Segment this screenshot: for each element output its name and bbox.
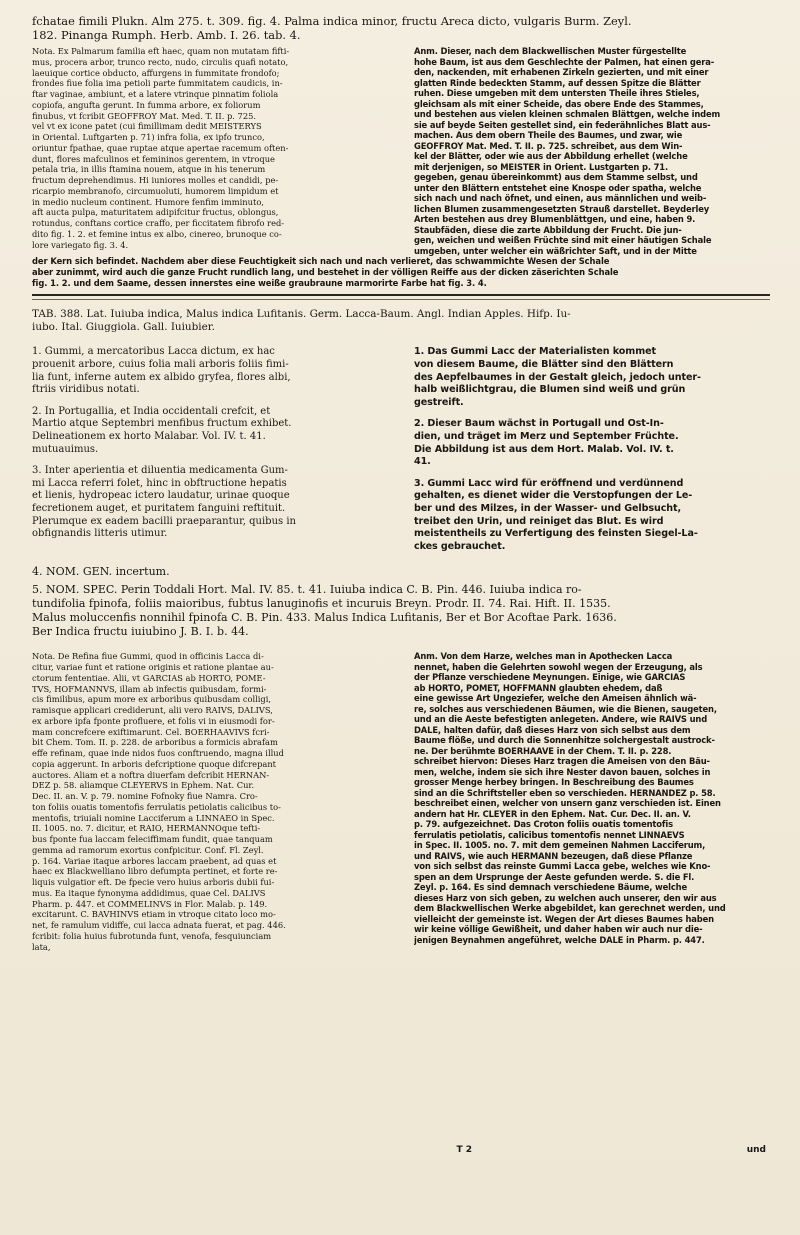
nota-latin-line: laeuique cortice obducto, affurgens in fummitate frondofo; xyxy=(32,67,280,78)
nota2-german-line: sind an die Schriftsteller eben so verschieden. HERNANDEZ p. 58. xyxy=(414,787,716,798)
nota2-german-line: ferrulatis petiolatis, calicibus tomentofis nennet LINNAEVS xyxy=(414,829,685,840)
nota2-german-line: jenigen Beynahmen angeführet, welche DALE in Pharm. p. 447. xyxy=(414,934,705,945)
nota2-latin-line: cis fimilibus, apum more ex arboribus quibusdam colligi, xyxy=(32,694,272,705)
nota-latin-line: frondes fiue folia ima petioli parte fummitatem caudicis, in- xyxy=(32,78,283,89)
nota2-german-line: eine gewisse Art Ungeziefer, welche den Ameisen ähnlich wä- xyxy=(414,693,697,704)
nota2-latin-line: Pharm. p. 447. et COMMELINVS in Flor. Malab. p. 149. xyxy=(32,898,268,909)
nota-latin-line: Nota. Ex Palmarum familia eft haec, quam non mutatam fifti- xyxy=(32,46,290,56)
species-line: Ber Indica fructu iuiubino J. B. I. b. 44. xyxy=(32,625,249,639)
nota-german-line: unter den Blättern entstehet eine Knospe oder spatha, welche xyxy=(414,182,702,193)
item-german-line: von diesem Baume, die Blätter sind den Blättern xyxy=(414,358,674,370)
nota2-latin-line: fcribit: folia huius fubrotunda funt, venofa, fesquiunciam xyxy=(32,930,272,941)
nota2-german-line: DALE, halten dafür, daß dieses Harz von sich selbst aus dem xyxy=(414,724,691,735)
item-german xyxy=(414,418,770,468)
item-german xyxy=(414,478,770,554)
items-block xyxy=(32,346,770,553)
nota-german-line: lichen Blumen zusammengesetzten Strauß darstellet. Beyderley xyxy=(414,203,710,214)
nota2-german-line: ne. Der berühmte BOERHAAVE in der Chem. T. II. p. 228. xyxy=(414,745,672,756)
item-german-line: des Aepfelbaumes in der Gestalt gleich, jedoch unter- xyxy=(414,371,701,383)
top-line: 182. Pinanga Rumph. Herb. Amb. I. 26. tab. 4. xyxy=(32,28,301,42)
nota2-latin-line: ton foliis ouatis tomentofis ferrulatis petiolatis calicibus to- xyxy=(32,801,281,812)
nota-latin-line: dunt, flores mafculinos et femininos gerentem, in vtroque xyxy=(32,153,275,164)
nota2-latin-line: p. 164. Variae itaque arbores laccam praebent, ad quas et xyxy=(32,855,277,866)
nota-latin xyxy=(32,46,390,256)
nota2-latin-line: mam concrefcere exiftimarunt. Cel. BOERHAAVIVS fcri- xyxy=(32,726,270,737)
nota2-german-line: ab HORTO, POMET, HOFFMANN glaubten ehedem, daß xyxy=(414,682,663,693)
nota2-block xyxy=(32,651,770,952)
nota2-latin-line: DEZ p. 58. aliamque CLEYERVS in Ephem. Nat. Cur. xyxy=(32,780,255,791)
item-latin-line: 2. In Portugallia, et India occidentali crefcit, et xyxy=(32,405,271,417)
nota-german-line: sich nach und nach öfnet, und einen, aus männlichen und weib- xyxy=(414,193,707,203)
section-species xyxy=(32,583,770,639)
nota2-latin-line: gemma ad ramorum exortus confpicitur. Conf. Fl. Zeyl. xyxy=(32,844,264,855)
species-line: 5. NOM. SPEC. Perin Toddali Hort. Mal. IV. 85. t. 41. Iuiuba indica C. B. Pin. 446. Iuiuba indica ro- xyxy=(32,583,582,597)
item-german-line: halb weißlichtgrau, die Blumen sind weiß und grün xyxy=(414,384,686,396)
item-german-line: 1. Das Gummi Lacc der Materialisten kommet xyxy=(414,346,656,358)
species-line: tundifolia fpinofa, foliis maioribus, fubtus lanuginofis et incuruis Breyn. Prodr. II. 74. Rai. Hift. II. 1535. xyxy=(32,597,611,611)
nota2-german-line: schreibet hiervon: Dieses Harz tragen die Ameisen von den Bäu- xyxy=(414,756,710,767)
nota2-german-line: dem Blackwellischen Werke abgebildet, kan gerechnet werden, und xyxy=(414,903,726,914)
nota2-latin-line: haec ex Blackwelliano libro defumpta pertinet, et forte re- xyxy=(32,866,278,877)
nota-latin-line: in medio nucleum continent. Humore fenfim imminuto, xyxy=(32,196,264,207)
item-german-line: 41. xyxy=(414,456,431,468)
nota2-latin-line: Dec. II. an. V. p. 79. nomine Fofnoky fiue Namra. Cro- xyxy=(32,791,258,802)
nota2-german-line: spen an dem Ursprunge der Aeste gefunden werde. S. die Fl. xyxy=(414,871,695,882)
nota-german-line: Staubfäden, diese die zarte Abbildung der Frucht. Die jun- xyxy=(414,224,682,235)
items-latin xyxy=(32,346,390,553)
item-german-line: Die Abbildung ist aus dem Hort. Malab. Vol. IV. t. xyxy=(414,443,674,455)
item-german-line: gehalten, es dienet wider die Verstopfungen der Le- xyxy=(414,490,693,502)
nota2-german-line: grosser Menge herbey bringen. In Beschreibung des Baumes xyxy=(414,777,694,788)
nota2-german-line: Zeyl. p. 164. Es sind demnach verschiedene Bäume, welche xyxy=(414,882,688,893)
item-latin-line: 3. Inter aperientia et diluentia medicamenta Gum- xyxy=(32,465,288,477)
nota2-german-line: dieses Harz von sich geben, zu welchen auch unserer, den wir aus xyxy=(414,892,717,903)
nota2-latin-line: ctorum fententiae. Alii, vt GARCIAS ab HORTO, POME- xyxy=(32,672,266,683)
nota2-german-line: vielleicht der gemeinste ist. Wegen der Art dieses Baumes haben xyxy=(414,913,714,924)
nota2-german-line: men, welche, indem sie sich ihre Nester davon bauen, solches in xyxy=(414,766,711,777)
species-line: Malus moluccenfis nonnihil fpinofa C. B. Pin. 433. Malus Indica Lufitanis, Ber et Bor Acoftae Park. 1636. xyxy=(32,611,617,625)
nota2-latin-line: bus fponte fua laccam feleciffimam fundit, quae tanquam xyxy=(32,834,273,845)
nota2-latin-line: ex arbore ipfa fponte profluere, et folis vi in eiusmodi for- xyxy=(32,715,275,726)
item-german-line: 2. Dieser Baum wächst in Portugall und Ost-In- xyxy=(414,418,664,430)
nota-german-line: glatten Rinde bedeckten Stamm, auf dessen Spitze die Blätter xyxy=(414,77,701,88)
nota-german xyxy=(414,46,770,256)
nota2-german-line: und an die Aeste befestigten anlegeten. Andere, wie RAIVS und xyxy=(414,714,708,725)
nota-german-line: Anm. Dieser, nach dem Blackwellischen Muster fürgestellte xyxy=(414,46,687,56)
nota-german-line: den, nackenden, mit erhabenen Zirkeln gezierten, und mit einer xyxy=(414,67,709,77)
item-latin-line: Martio atque Septembri menfibus fructum exhibet. xyxy=(32,418,292,430)
item-latin-line: fecretionem auget, et puritatem fanguini reftituit. xyxy=(32,502,286,514)
nota-german-line: mit derjenigen, so MEISTER in Orient. Lustgarten p. 71. xyxy=(414,161,669,172)
items-german xyxy=(414,346,770,553)
nota-german-full-line: der Kern sich befindet. Nachdem aber diese Feuchtigkeit sich nach und nach verlieret, das schwammichte Wesen der Schale xyxy=(32,256,610,266)
item-german-line: meistentheils zu Verfertigung des feinsten Siegel-La- xyxy=(414,528,698,540)
nota2-german-line: der Pflanze verschiedene Meynungen. Einige, wie GARCIAS xyxy=(414,672,686,683)
nota-german-line: hohe Baum, ist aus dem Geschlechte der Palmen, hat einen gera- xyxy=(414,56,715,67)
item-german-line: gestreift. xyxy=(414,396,464,408)
tab-heading-line: TAB. 388. Lat. Iuiuba indica, Malus indica Lufitanis. Germ. Lacca-Baum. Angl. Indian Apples. Hifp. Iu- xyxy=(32,308,571,321)
nota2-german-line: von sich selbst das reinste Gummi Lacca gebe, welches wie Kno- xyxy=(414,861,711,872)
nota2-latin-line: liquis vulgatior eft. De fpecie vero huius arboris dubii fui- xyxy=(32,877,275,888)
nota-german-line: sie auf beyde Seiten gestellet sind, ein federähnliches Blatt aus- xyxy=(414,119,711,130)
item-latin-line: Delineationem ex horto Malabar. Vol. IV. t. 41. xyxy=(32,430,266,442)
nota2-german-line: wir keine völlige Gewißheit, und daher haben wir auch nur die- xyxy=(414,924,703,935)
item-latin xyxy=(32,465,390,541)
nota2-latin-line: Nota. De Refina fiue Gummi, quod in officinis Lacca di- xyxy=(32,651,264,662)
item-latin-line: et lienis, hydropeac ictero laudatur, urinae quoque xyxy=(32,490,290,502)
nota-block xyxy=(32,46,770,256)
nota2-german-line: in Spec. II. 1005. no. 7. mit dem gemeinen Nahmen Lacciferum, xyxy=(414,840,706,851)
nota-german-line: Arten bestehen aus drey Blumenblättgen, und eine, haben 9. xyxy=(414,214,696,224)
nota-latin-line: in Oriental. Luftgarten p. 71) infra folia, ex ipfo trunco, xyxy=(32,132,265,142)
nota2-latin-line: effe refinam, quae inde nidos fuos conftruendo, magna illud xyxy=(32,748,284,759)
nota2-german-line: re, solches aus verschiedenen Bäumen, wie die Bienen, saugeten, xyxy=(414,703,717,714)
section-divider-thin xyxy=(32,299,770,300)
nota-german-line: gleichsam als mit einer Scheide, das obere Ende des Stammes, xyxy=(414,98,704,109)
nota-latin-line: dito fig. 1. 2. et femine intus ex albo, cinereo, brunoque co- xyxy=(32,228,282,239)
item-latin xyxy=(32,346,390,396)
item-latin-line: mi Lacca referri folet, hinc in obftructione hepatis xyxy=(32,477,287,489)
nota2-latin-line: lata, xyxy=(32,941,51,952)
nota-german-line: umgeben, unter welcher ein wäßrichter Saft, und in der Mitte xyxy=(414,245,697,256)
tab-heading xyxy=(32,308,770,334)
nota-latin-line: petala tria, in illis ftamina nouem, atque in his tenerum xyxy=(32,164,266,175)
nota2-german-line: nennet, haben die Gelehrten sowohl wegen der Erzeugung, als xyxy=(414,661,703,672)
nota2-latin-line: copia aggerunt. In arboris defcriptione quoque difcrepant xyxy=(32,758,277,769)
nota-latin-line: lore variegato fig. 3. 4. xyxy=(32,239,129,250)
nota-german-line: machen. Aus dem obern Theile des Baumes, und zwar, wie xyxy=(414,130,683,140)
nota2-german xyxy=(414,651,770,952)
item-german xyxy=(414,346,770,409)
nota-latin-line: ftar vaginae, ambiunt, et a latere vtrinque pinnatim foliola xyxy=(32,89,279,99)
nota-latin-line: aft aucta pulpa, maturitatem adipifcitur fructus, oblongus, xyxy=(32,207,279,218)
catchword: und xyxy=(746,1145,766,1155)
nota-german-line: gegeben, genau übereinkommt) aus dem Stamme selbst, und xyxy=(414,172,698,182)
tab-heading-line: iubo. Ital. Giuggiola. Gall. Iuiubier. xyxy=(32,321,215,334)
nota-latin-line: mus, procera arbor, trunco recto, nudo, circulis quafi notato, xyxy=(32,56,289,67)
item-latin-line: prouenit arbore, cuius folia mali arboris foliis fimi- xyxy=(32,358,289,370)
nota-latin-line: fructum deprehendimus. Hi iuniores molles et candidi, pe- xyxy=(32,175,279,185)
top-line: fchatae fimili Plukn. Alm 275. t. 309. fig. 4. Palma indica minor, fructu Areca dicto, vulgaris Burm. Zeyl. xyxy=(32,14,632,28)
nota-german-line: und bestehen aus vielen kleinen schmalen Blättgen, welche indem xyxy=(414,109,721,119)
item-german-line: ber und des Milzes, in der Wasser- und Gelbsucht, xyxy=(414,502,682,514)
nota-german-line: kel der Blätter, oder wie aus der Abbildung erhellet (welche xyxy=(414,151,688,161)
item-german-line: ckes gebrauchet. xyxy=(414,540,506,552)
item-german-line: treibet den Urin, und reiniget das Blut. Es wird xyxy=(414,515,664,527)
nota-german-full-line: aber zunimmt, wird auch die ganze Frucht rundlich lang, und bestehet in der völligen Reiffe aus der dicken zäserichten Schale xyxy=(32,266,619,277)
nota2-latin-line: citur, variae funt et ratione originis et ratione plantae au- xyxy=(32,662,274,673)
nota2-latin-line: ramisque applicari crediderunt, alii vero RAIVS, DALIVS, xyxy=(32,705,273,716)
signature-mark: T 2 xyxy=(456,1145,472,1155)
nota2-latin-line: excitarunt. C. BAVHINVS etiam in vtroque citato loco mo- xyxy=(32,909,276,920)
nota2-german-line: beschreibet einen, welcher von unsern ganz verschieden ist. Einen xyxy=(414,798,721,809)
nota2-latin-line: auctores. Aliam et a noftra diuerfam defcribit HERNAN- xyxy=(32,769,270,780)
nota2-latin-line: II. 1005. no. 7. dicitur, et RAIO, HERMANNOque tefti- xyxy=(32,823,261,834)
nota-latin-line: ricarpio membranofo, circumuoluti, humorem limpidum et xyxy=(32,185,279,196)
nota-german-full xyxy=(32,256,770,288)
nota-latin-line: vel vt ex icone patet (cui fimillimam dedit MEISTERYS xyxy=(32,121,262,132)
nota2-german-line: Baume flöße, und durch die Sonnenhitze solchergestalt austrock- xyxy=(414,735,715,746)
nota-latin-line: finubus, vt fcribit GEOFFROY Mat. Med. T. II. p. 725. xyxy=(32,110,257,121)
item-latin-line: ftriis viridibus notati. xyxy=(32,384,140,396)
nota2-latin-line: TVS, HOFMANNVS, illam ab infectis quibusdam, formi- xyxy=(32,683,267,694)
nota2-german-line: andern hat Hr. CLEYER in den Ephem. Nat. Cur. Dec. II. an. V. xyxy=(414,808,691,819)
item-latin-line: Plerumque ex eadem bacilli praeparantur, quibus in xyxy=(32,515,296,527)
item-latin xyxy=(32,406,390,456)
nota-german-line: GEOFFROY Mat. Med. T. II. p. 725. schreibet, aus dem Win- xyxy=(414,140,683,151)
nota2-latin-line: net, fe ramulum vidiffe, cui lacca adnata fuerat, et pag. 446. xyxy=(32,920,286,931)
section-divider xyxy=(32,294,770,296)
item-german-line: 3. Gummi Lacc wird für eröffnend und verdünnend xyxy=(414,477,684,489)
nota-german-line: ruhen. Diese umgeben mit dem untersten Theile ihres Stieles, xyxy=(414,88,700,98)
item-german-line: dien, und träget im Merz und September Früchte. xyxy=(414,430,679,442)
nota2-german-line: Anm. Von dem Harze, welches man in Apothecken Lacca xyxy=(414,651,673,662)
nota-latin-line: rotundus, conftans cortice craffo, per ficcitatem fibrofo red- xyxy=(32,218,285,228)
nota2-latin xyxy=(32,651,390,952)
section-genus: 4. NOM. GEN. incertum. xyxy=(32,565,170,579)
nota2-german-line: p. 79. aufgezeichnet. Das Croton foliis ouatis tomentofis xyxy=(414,819,673,830)
item-latin-line: 1. Gummi, a mercatoribus Lacca dictum, ex hac xyxy=(32,346,275,358)
item-latin-line: obfignandis litteris utimur. xyxy=(32,528,168,540)
top-synonyms xyxy=(32,14,770,42)
item-latin-line: mutuauimus. xyxy=(32,443,99,455)
nota-latin-line: copiofa, angufta gerunt. In fumma arbore, ex foliorum xyxy=(32,99,261,110)
nota-latin-line: oriuntur fpathae, quae ruptae atque apertae racemum often- xyxy=(32,142,289,153)
nota2-latin-line: mentofis, triuiali nomine Lacciferum a LINNAEO in Spec. xyxy=(32,812,275,823)
nota2-german-line: und RAIVS, wie auch HERMANN bezeugen, daß diese Pflanze xyxy=(414,850,693,861)
nota-german-line: gen, weichen und weißen Früchte sind mit einer häutigen Schale xyxy=(414,235,712,245)
item-latin-line: lia funt, inferne autem ex albido gryfea, flores albi, xyxy=(32,371,291,383)
nota2-latin-line: bit Chem. Tom. II. p. 228. de arboribus a formicis abrafam xyxy=(32,737,278,748)
nota-german-full-line: fig. 1. 2. und dem Saame, dessen innerstes eine weiße graubraune marmorirte Farbe hat fig. 3. 4. xyxy=(32,277,487,288)
nota2-latin-line: mus. Ea itaque fynonyma addidimus, quae Cel. DALIVS xyxy=(32,887,266,898)
